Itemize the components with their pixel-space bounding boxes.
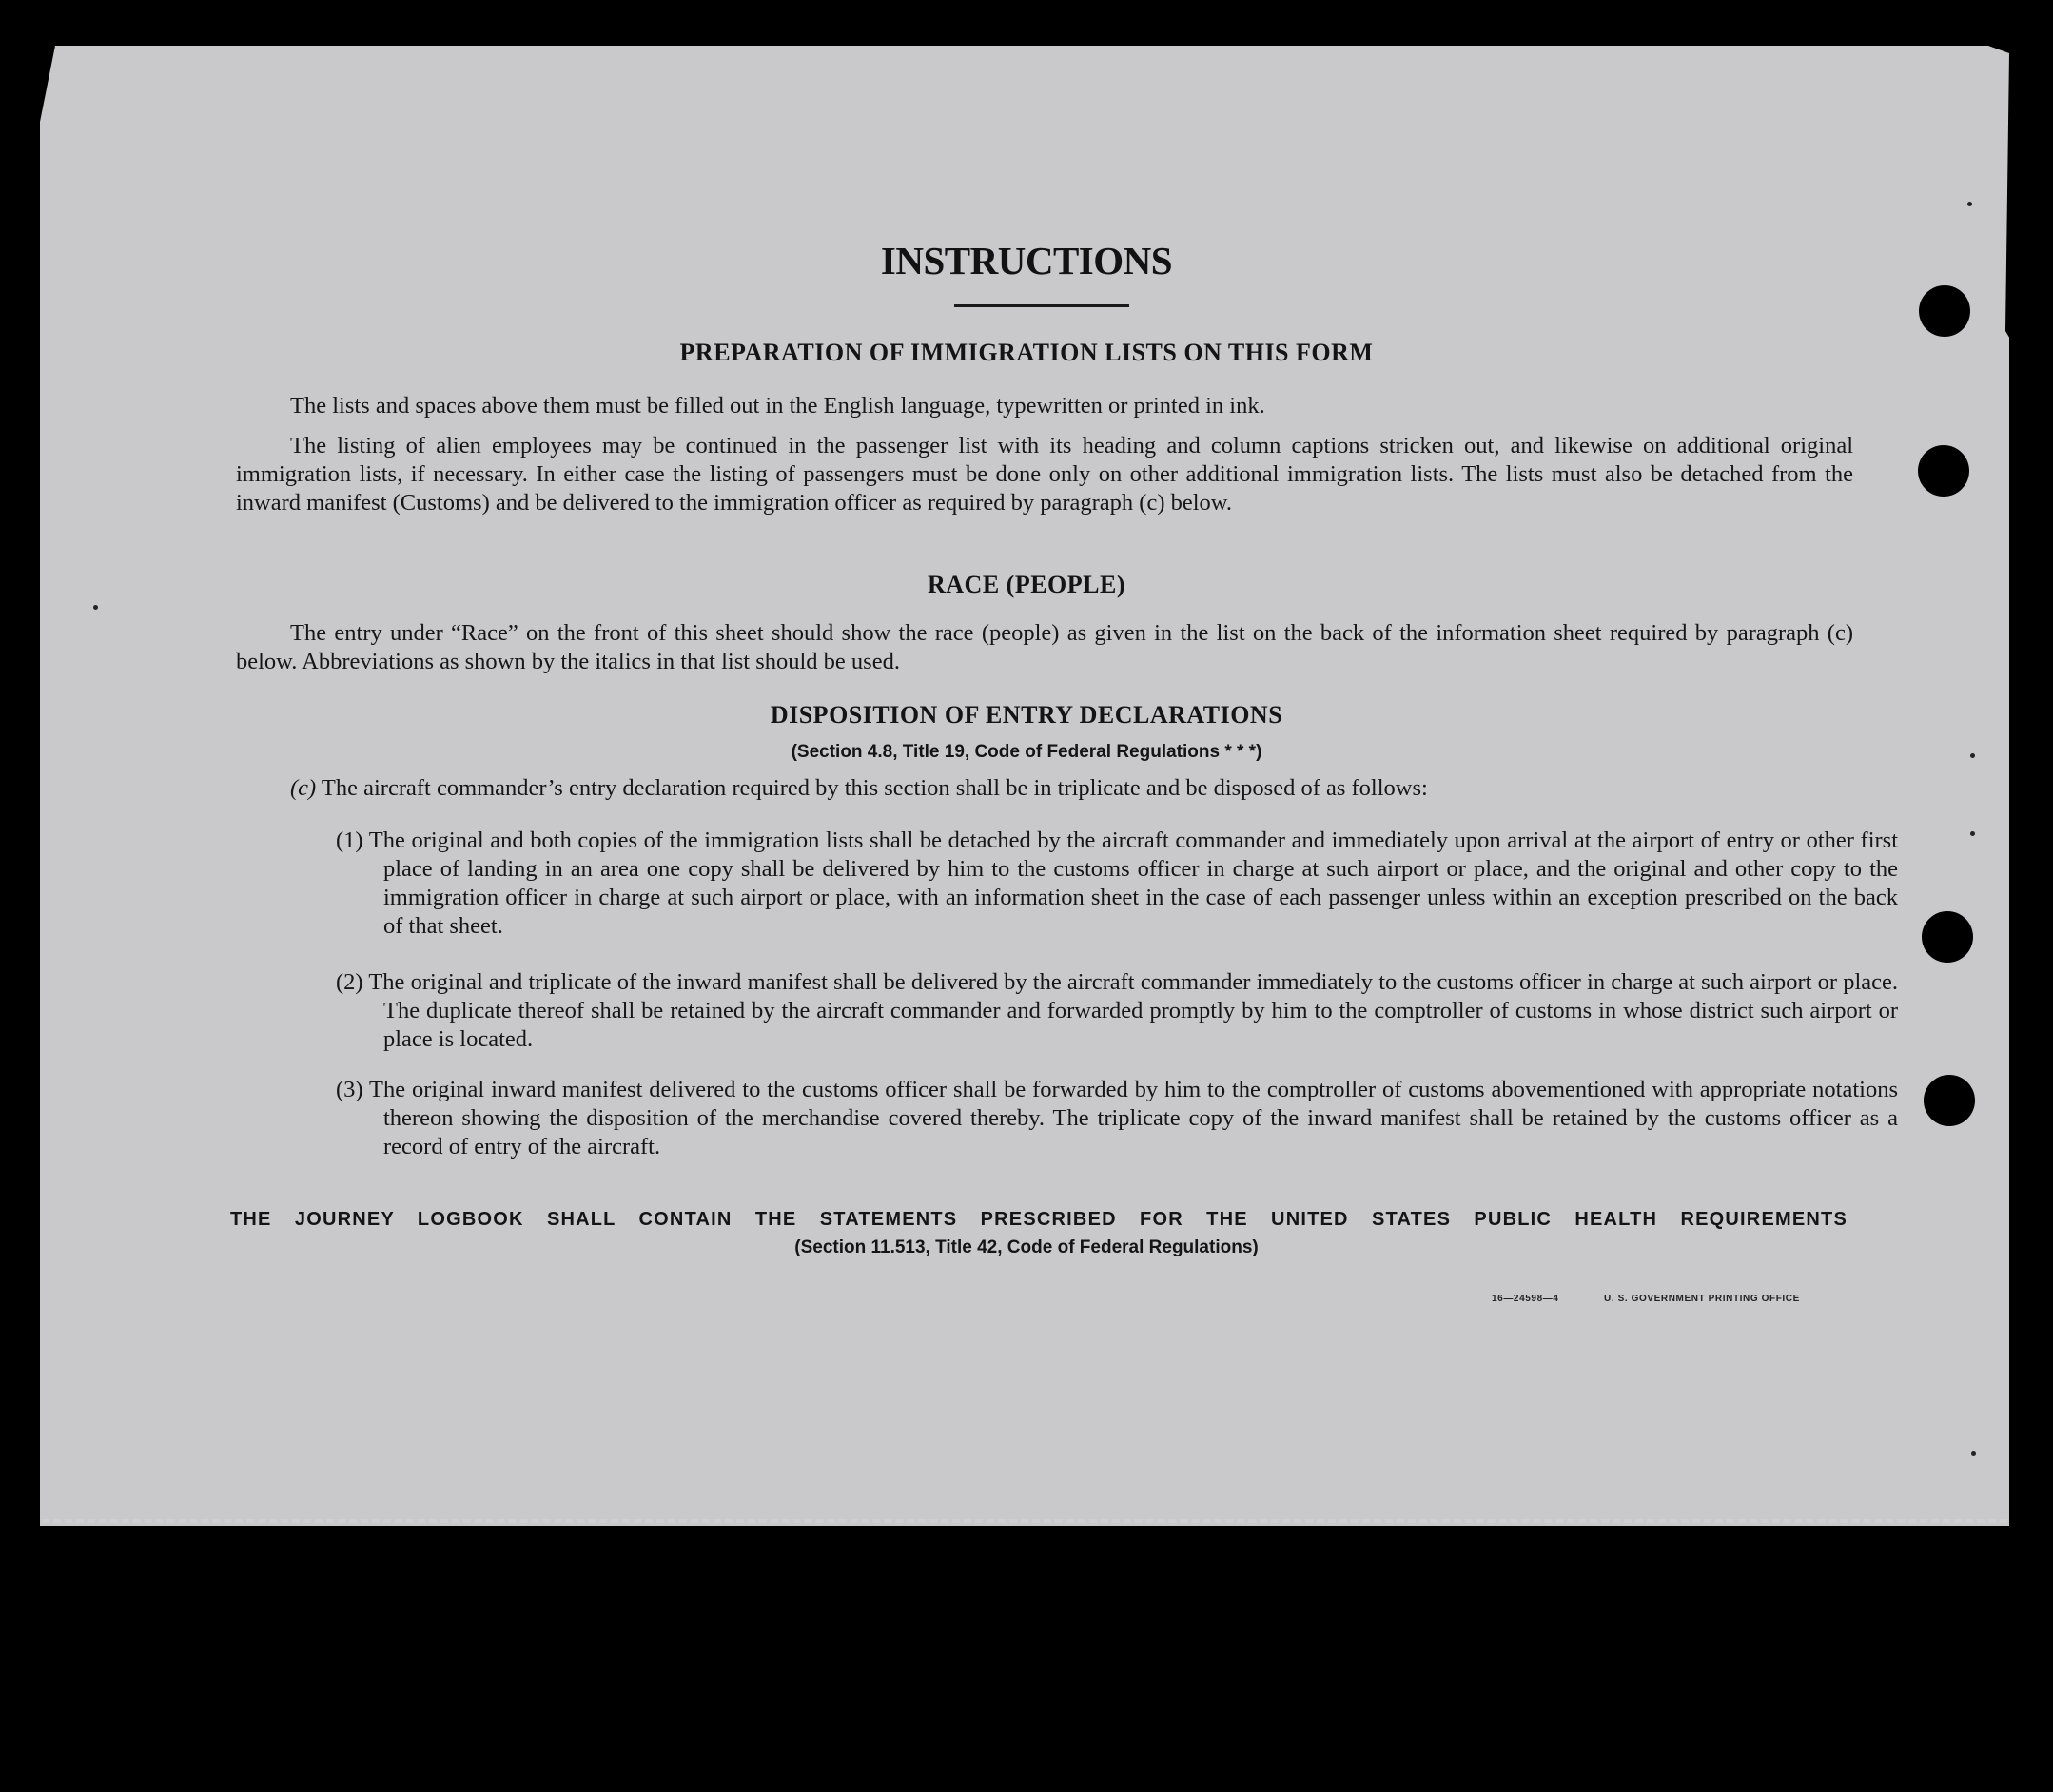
page-title: INSTRUCTIONS bbox=[880, 239, 1173, 282]
form-number: 16—24598—4 bbox=[1492, 1294, 1559, 1304]
perforation-line bbox=[42, 1519, 2007, 1523]
disposition-citation: (Section 4.8, Title 19, Code of Federal Regulations * * *) bbox=[791, 742, 1262, 762]
preparation-paragraph-2: The listing of alien employees may be continued in the passenger list with its heading and column captions stricken out, and likewise on additional original immigration lists, if necessary. In either case the listing of passengers must be done only on other additional immigration lists. The lists must also be detached from the inward manifest (Customs) and be delivered to the immigration officer as required by paragraph (c) below. bbox=[236, 433, 1853, 516]
disposition-item-3 bbox=[336, 1076, 1898, 1161]
intro-text: The aircraft commander’s entry declaration required by this section shall be in triplicate and be disposed of as follows: bbox=[321, 775, 1428, 801]
disposition-intro bbox=[290, 774, 1850, 803]
punch-hole-4 bbox=[1924, 1075, 1975, 1126]
item-number: (2) bbox=[336, 969, 363, 995]
race-paragraph: The entry under “Race” on the front of this sheet should show the race (people) as given in the list on the back of the information sheet required by paragraph (c) below. Abbreviations as shown by the italics in that list should be used. bbox=[236, 620, 1853, 674]
disposition-item-1 bbox=[336, 827, 1898, 941]
item-text: The original and both copies of the immigration lists shall be detached by the aircraft commander and immediately upon arrival at the airport of entry or other first place of landing in an area one copy shall be delivered by him to the customs officer in charge at such airport or place, and the original and other copy to the immigration officer in charge at such airport or place, with an information sheet in the case of each passenger unless within an exception prescribed on the back of that sheet. bbox=[368, 828, 1898, 939]
scan-speck bbox=[1967, 202, 1972, 206]
title-underline bbox=[954, 304, 1129, 307]
scan-speck bbox=[1971, 1451, 1976, 1456]
preparation-paragraph-1: The lists and spaces above them must be filled out in the English language, typewritten or printed in ink. bbox=[290, 393, 1265, 419]
race-heading: RACE (PEOPLE) bbox=[928, 571, 1125, 598]
preparation-heading: PREPARATION OF IMMIGRATION LISTS ON THIS FORM bbox=[679, 339, 1374, 366]
punch-hole-2 bbox=[1918, 445, 1969, 497]
punch-hole-3 bbox=[1922, 911, 1973, 963]
disposition-heading: DISPOSITION OF ENTRY DECLARATIONS bbox=[770, 701, 1283, 729]
scan-speck bbox=[93, 605, 98, 610]
disposition-item-2 bbox=[336, 968, 1898, 1054]
printer-imprint: U. S. GOVERNMENT PRINTING OFFICE bbox=[1604, 1294, 1800, 1304]
item-text: The original and triplicate of the inward manifest shall be delivered by the aircraft commander immediately to the customs officer in charge at such airport or place. The duplicate thereof shall be retained by the aircraft commander and forwarded promptly by him to the comptroller of customs in whose district such airport or place is located. bbox=[368, 969, 1899, 1052]
item-number: (1) bbox=[336, 828, 363, 853]
public-health-citation: (Section 11.513, Title 42, Code of Federal Regulations) bbox=[794, 1237, 1259, 1257]
public-health-statement: THE JOURNEY LOGBOOK SHALL CONTAIN THE STATEMENTS PRESCRIBED FOR THE UNITED STATES PUBLIC HEALTH REQUIREMENTS bbox=[230, 1209, 1848, 1230]
scan-speck bbox=[1970, 831, 1975, 836]
intro-label: (c) bbox=[290, 775, 317, 801]
punch-hole-1 bbox=[1919, 285, 1970, 337]
item-text: The original inward manifest delivered to the customs officer shall be forwarded by him to the comptroller of customs abovementioned with appropriate notations thereon showing the disposition of the merchandise covered thereby. The triplicate copy of the inward manifest shall be retained by the customs officer as a record of entry of the aircraft. bbox=[369, 1077, 1898, 1159]
item-number: (3) bbox=[336, 1077, 363, 1102]
